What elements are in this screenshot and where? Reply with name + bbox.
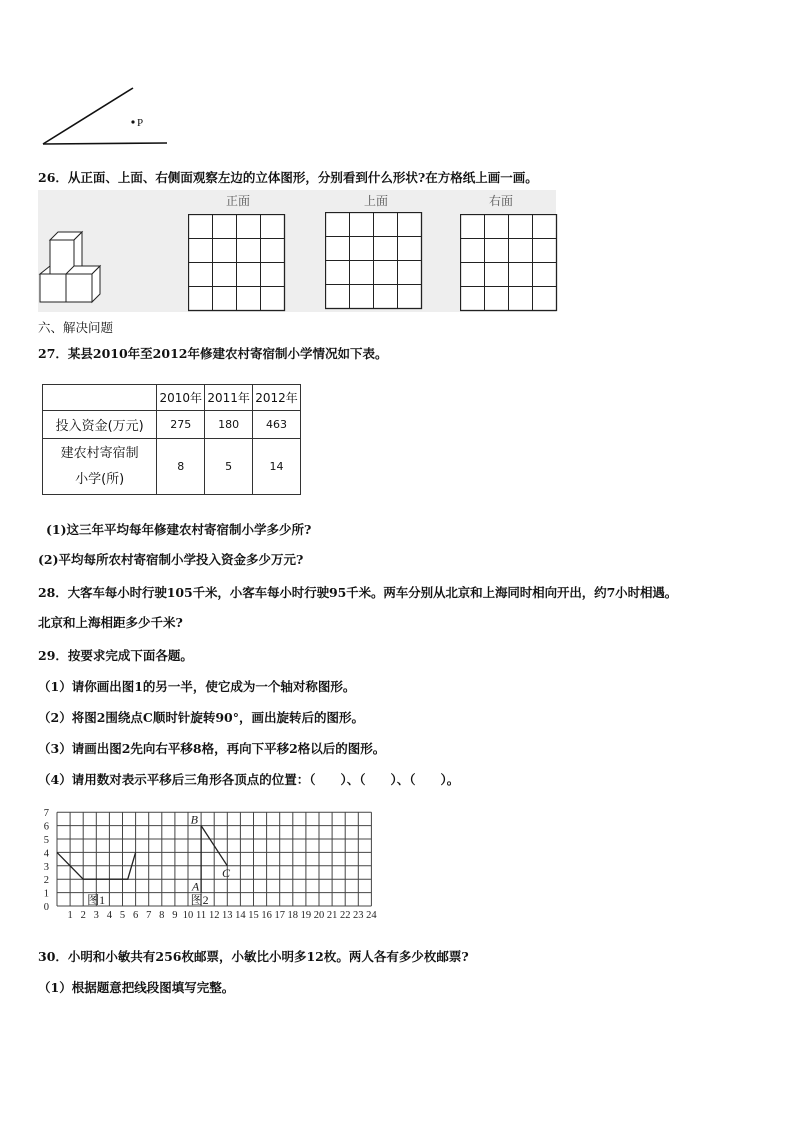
table-row-label: 投入资金(万元) [43, 411, 157, 439]
table-cell: 5 [205, 439, 253, 495]
figure2-label: 图2 [190, 893, 209, 907]
q27-sub1: (1)这三年平均每年修建农村寄宿制小学多少所? [46, 522, 312, 537]
point-p-dot [131, 120, 134, 123]
y-tick-label: 6 [43, 821, 49, 833]
cube-stack-figure [38, 190, 138, 312]
table-header-cell: 2012年 [253, 385, 301, 411]
point-c-label: C [222, 866, 231, 881]
table-cell: 8 [157, 439, 205, 495]
x-tick-label: 9 [172, 910, 178, 921]
q26-figure-panel [38, 190, 556, 312]
table-header-cell: 2010年 [157, 385, 205, 411]
q29-text: 29．按要求完成下面各题。 [38, 648, 193, 663]
angle-ray-upper [43, 88, 133, 144]
grid-label-front: 正面 [226, 194, 251, 208]
point-a-label: A [191, 879, 200, 894]
x-tick-label: 21 [326, 910, 338, 921]
x-tick-label: 12 [208, 910, 220, 921]
y-tick-label: 0 [43, 902, 49, 913]
y-tick-label: 3 [43, 861, 49, 873]
point-p-label: P [137, 117, 144, 129]
x-tick-label: 2 [80, 910, 86, 921]
angle-figure [40, 84, 170, 146]
x-tick-label: 13 [222, 910, 233, 921]
table-cell: 275 [157, 411, 205, 439]
q26-text: 26．从正面、上面、右侧面观察左边的立体图形，分别看到什么形状?在方格纸上画一画。 [38, 170, 538, 185]
angle-ray-lower [43, 143, 167, 144]
x-tick-label: 4 [106, 910, 113, 921]
table-row [43, 411, 301, 439]
table-row-label-line: 建农村寄宿制 [60, 445, 139, 461]
y-tick-label: 2 [43, 875, 49, 887]
table-row [43, 439, 301, 495]
x-tick-label: 16 [261, 910, 272, 921]
y-tick-label: 1 [43, 888, 49, 900]
table-header-row [43, 385, 301, 411]
q28-line2: 北京和上海相距多少千米? [38, 615, 183, 630]
y-tick-label: 4 [43, 848, 49, 860]
y-tick-label: 5 [43, 835, 49, 846]
q29-sub4: （4）请用数对表示平移后三角形各顶点的位置：（ ）、（ ）、（ ）。 [38, 772, 460, 787]
q30-sub1: （1）根据题意把线段图填写完整。 [38, 980, 235, 995]
section-6-title: 六、解决问题 [38, 320, 114, 335]
table-cell: 180 [205, 411, 253, 439]
table-row-label [43, 439, 157, 495]
x-tick-label: 18 [287, 910, 299, 921]
table-cell: 14 [253, 439, 301, 495]
x-tick-label: 15 [248, 910, 259, 921]
coordinate-grid[interactable] [38, 808, 383, 923]
x-tick-label: 23 [353, 910, 364, 921]
x-tick-label: 3 [93, 910, 99, 921]
x-tick-label: 5 [119, 910, 126, 921]
x-tick-label: 22 [339, 910, 351, 921]
x-tick-label: 11 [196, 910, 207, 921]
grid-label-right: 右面 [489, 194, 514, 208]
q29-sub1: （1）请你画出图1的另一半，使它成为一个轴对称图形。 [38, 679, 356, 694]
x-tick-label: 1 [67, 910, 73, 921]
q28-line1: 28．大客车每小时行驶105千米，小客车每小时行驶95千米。两车分别从北京和上海同时相向开出，约7小时相遇。 [38, 585, 678, 600]
q27-text: 27．某县2010年至2012年修建农村寄宿制小学情况如下表。 [38, 346, 388, 361]
x-tick-label: 17 [274, 910, 285, 921]
x-tick-label: 10 [182, 910, 194, 921]
drawing-grid-top[interactable] [325, 212, 423, 310]
x-tick-label: 20 [313, 910, 325, 921]
x-tick-label: 24 [366, 910, 377, 921]
x-tick-label: 19 [300, 910, 312, 921]
drawing-grid-right[interactable] [460, 214, 558, 312]
table-row-label-line: 小学(所) [75, 471, 125, 487]
x-tick-label: 6 [132, 910, 139, 921]
q30-text: 30．小明和小敏共有256枚邮票，小敏比小明多12枚。两人各有多少枚邮票? [38, 949, 469, 964]
figure1-label: 图1 [87, 893, 106, 907]
x-tick-label: 7 [146, 910, 152, 921]
grid-label-top: 上面 [364, 194, 389, 208]
table-header-cell [43, 385, 157, 411]
x-tick-label: 8 [159, 910, 165, 921]
table-cell: 463 [253, 411, 301, 439]
q29-sub2: （2）将图2围绕点C顺时针旋转90°，画出旋转后的图形。 [38, 710, 364, 725]
q29-sub3: （3）请画出图2先向右平移8格，再向下平移2格以后的图形。 [38, 741, 386, 756]
point-b-label: B [190, 812, 198, 827]
y-tick-label: 7 [43, 808, 49, 820]
x-tick-label: 14 [235, 910, 246, 921]
q27-sub2: (2)平均每所农村寄宿制小学投入资金多少万元? [38, 552, 304, 567]
q27-table [42, 384, 301, 495]
drawing-grid-front[interactable] [188, 214, 286, 312]
table-header-cell: 2011年 [205, 385, 253, 411]
